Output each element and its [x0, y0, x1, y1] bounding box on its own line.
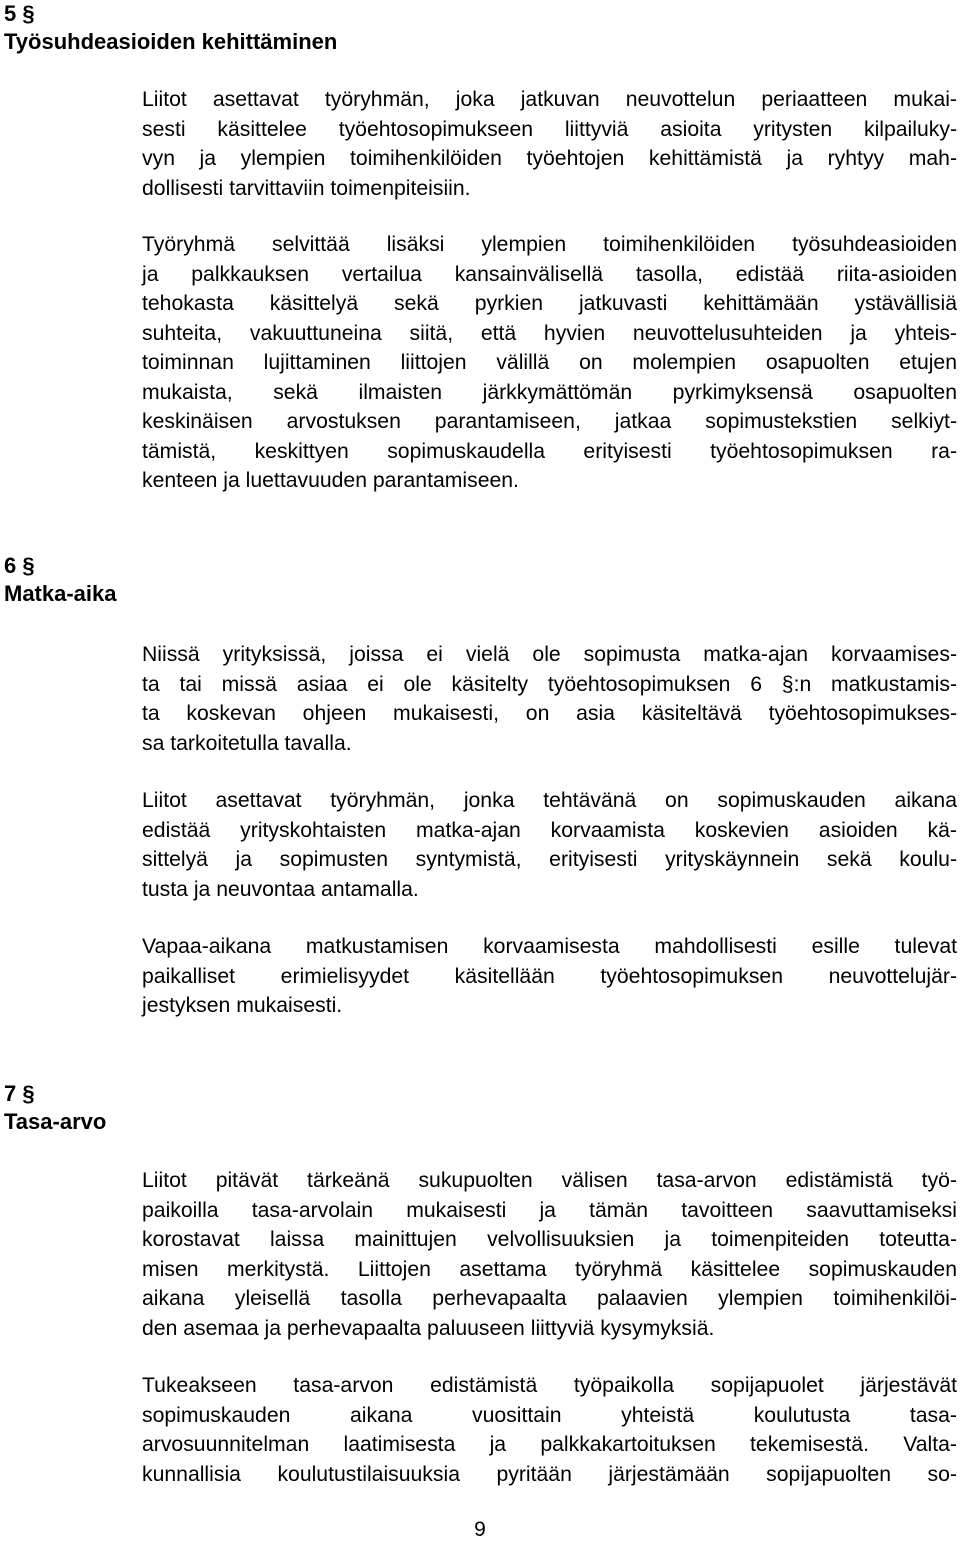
text-line: Työryhmä selvittää lisäksi ylempien toimihenkilöiden työsuhdeasioiden: [142, 233, 957, 256]
paragraph: [142, 1166, 957, 1343]
text-line: korostavat laissa mainittujen velvollisuuksien ja toimenpiteiden toteutta-: [142, 1228, 957, 1251]
text-line: Tukeakseen tasa-arvon edistämistä työpaikolla sopijapuolet järjestävät: [142, 1374, 957, 1397]
text-line: sa tarkoitetulla tavalla.: [142, 731, 352, 755]
text-line: jestyksen mukaisesti.: [142, 994, 343, 1017]
text-line: sesti käsittelee työehtosopimukseen liittyviä asioita yritysten kilpailuky-: [142, 117, 957, 141]
text-line: sopimuskauden aikana vuosittain yhteistä koulutusta tasa-: [142, 1403, 957, 1427]
text-line: den asemaa ja perhevapaalta paluuseen liittyviä kysymyksiä.: [142, 1316, 715, 1340]
text-line: suhteita, vakuuttuneina siitä, että hyvien neuvottelusuhteiden ja yhteis-: [142, 321, 957, 345]
text-line: toiminnan lujittaminen liittojen välillä on molempien osapuolten etujen: [142, 351, 957, 374]
text-line: ta koskevan ohjeen mukaisesti, on asia käsiteltävä työehtosopimukses-: [142, 702, 957, 725]
paragraph: [142, 1371, 957, 1489]
text-line: Liitot asettavat työryhmän, jonka tehtävänä on sopimuskauden aikana: [142, 789, 957, 812]
section-6-heading: [4, 552, 117, 608]
text-line: kenteen ja luettavuuden parantamiseen.: [142, 469, 519, 492]
text-line: Liitot asettavat työryhmän, joka jatkuvan neuvottelun periaatteen mukai-: [142, 88, 957, 111]
text-line: sittelyä ja sopimusten syntymistä, erityisesti yrityskäynnein sekä koulu-: [142, 848, 957, 871]
text-line: dollisesti tarvittaviin toimenpiteisiin.: [142, 176, 471, 200]
text-line: arvosuunnitelman laatimisesta ja palkkakartoituksen tekemisestä. Valta-: [142, 1433, 957, 1456]
text-line: edistää yrityskohtaisten matka-ajan korvaamista koskevien asioiden kä-: [142, 818, 957, 842]
section-number: 5 §: [4, 1, 35, 26]
paragraph: [142, 786, 957, 904]
section-7-heading: [4, 1080, 106, 1136]
text-line: Vapaa-aikana matkustamisen korvaamisesta mahdollisesti esille tulevat: [142, 935, 957, 958]
text-line: misen merkitystä. Liittojen asettama työryhmä käsittelee sopimuskauden: [142, 1257, 957, 1281]
paragraph: [142, 230, 957, 496]
section-number: 6 §: [4, 553, 35, 578]
text-line: mukaista, sekä ilmaisten järkkymättömän pyrkimyksensä osapuolten: [142, 380, 957, 404]
text-line: ta tai missä asiaa ei ole käsitelty työehtosopimuksen 6 §:n matkustamis-: [142, 672, 957, 696]
paragraph: [142, 640, 957, 758]
text-line: paikoilla tasa-arvolain mukaisesti ja tämän tavoitteen saavuttamiseksi: [142, 1198, 957, 1222]
text-line: ja palkkauksen vertailua kansainvälisellä tasolla, edistää riita-asioiden: [142, 262, 957, 286]
paragraph: [142, 932, 957, 1021]
text-line: keskinäisen arvostuksen parantamiseen, jatkaa sopimustekstien selkiyt-: [142, 410, 957, 433]
text-line: Liitot pitävät tärkeänä sukupuolten välisen tasa-arvon edistämistä työ-: [142, 1169, 957, 1192]
text-line: paikalliset erimielisyydet käsitellään työehtosopimuksen neuvottelujär-: [142, 964, 957, 988]
section-number: 7 §: [4, 1081, 35, 1106]
page-number: 9: [474, 1518, 486, 1541]
section-5-heading: [4, 0, 337, 56]
section-title: Työsuhdeasioiden kehittäminen: [4, 29, 338, 54]
text-line: tehokasta käsittelyä sekä pyrkien jatkuvasti kehittämään ystävällisiä: [142, 292, 957, 315]
text-line: Niissä yrityksissä, joissa ei vielä ole sopimusta matka-ajan korvaamises-: [142, 643, 957, 666]
paragraph: [142, 85, 957, 203]
text-line: tämistä, keskittyen sopimuskaudella erityisesti työehtosopimuksen ra-: [142, 439, 957, 463]
section-title: Tasa-arvo: [4, 1109, 107, 1134]
text-line: vyn ja ylempien toimihenkilöiden työehtojen kehittämistä ja ryhtyy mah-: [142, 147, 957, 170]
text-line: tusta ja neuvontaa antamalla.: [142, 877, 419, 901]
text-line: kunnallisia koulutustilaisuuksia pyritään järjestämään sopijapuolten so-: [142, 1462, 957, 1486]
section-title: Matka-aika: [4, 581, 117, 606]
text-line: aikana yleisellä tasolla perhevapaalta palaavien ylempien toimihenkilöi-: [142, 1287, 957, 1310]
